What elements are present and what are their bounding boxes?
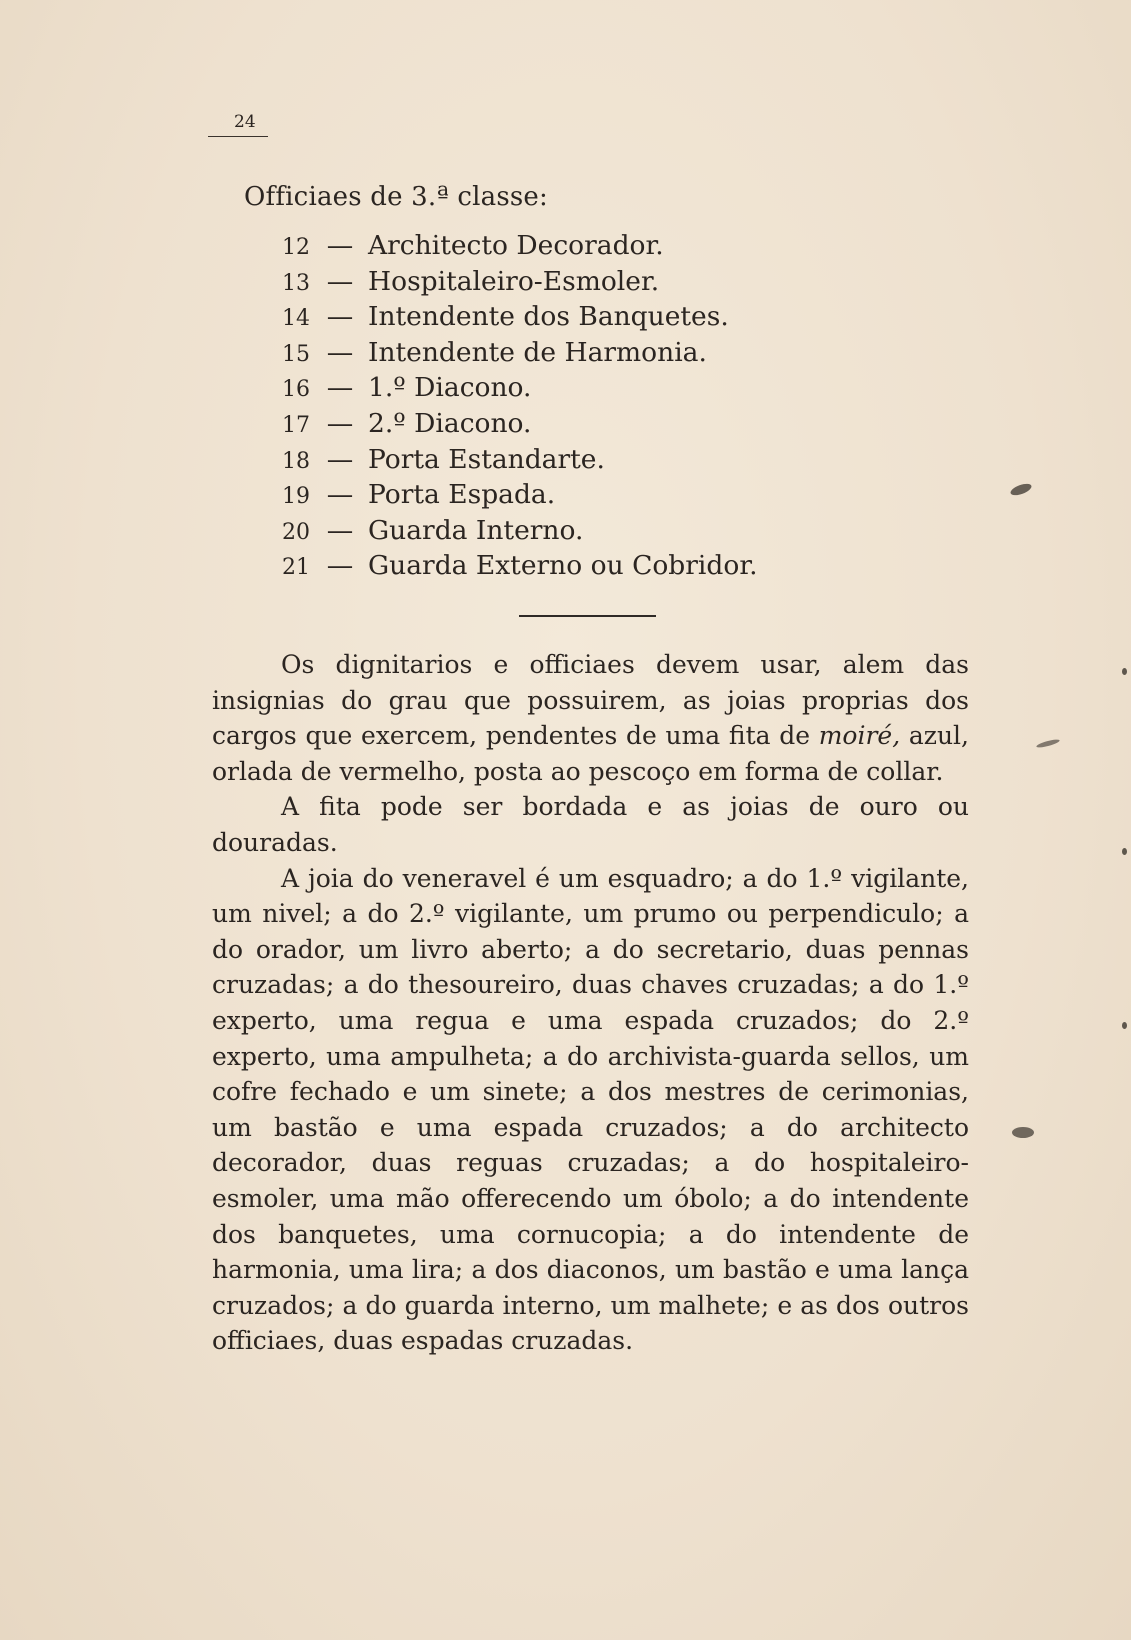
office-title: Hospitaleiro-Esmoler. [368, 265, 660, 297]
ink-speck [1036, 738, 1060, 749]
dash: — [326, 301, 354, 333]
section-divider [519, 615, 656, 617]
paragraph: A fita pode ser bordada e as joias de ouro ou douradas. [212, 792, 969, 857]
office-number: 12 [282, 235, 310, 260]
office-title: Porta Espada. [368, 479, 556, 511]
body-text [212, 647, 969, 1359]
ink-speck [1009, 482, 1033, 498]
office-number: 20 [282, 519, 310, 545]
office-number: 17 [282, 412, 310, 438]
dash: — [326, 336, 354, 368]
paragraph: A joia do veneravel é um esquadro; a do 1.º vigilante, um nivel; a do 2.º vigilante, um prumo ou perpendiculo; a do orador, um livro aberto; a do secretario, duas pennas cruzadas; a do thesoureiro, duas chaves cruzadas; a do 1.º experto, uma regua e uma espada cruzados; do 2.º experto, uma ampulheta; a do archivista-guarda sellos, um cofre fechado e um sinete; a dos mestres de cerimonias, um bastão e uma espada cruzados; a do architecto decorador, duas reguas cruzadas; a do hospitaleiro-esmoler, uma mão offerecendo um óbolo; a do intendente dos banquetes, uma cornucopia; a do intendente de harmonia, uma lira; a dos diaconos, um bastão e uma lança cruzados; a do guarda interno, um malhete; e as dos outros officiaes, duas espadas cruzadas. [212, 863, 969, 1356]
office-number: 15 [282, 341, 310, 367]
list-item [282, 477, 758, 513]
office-title: Guarda Externo ou Cobridor. [368, 550, 758, 582]
list-item [282, 442, 758, 478]
list-item [282, 228, 758, 264]
dash: — [326, 479, 354, 511]
paragraph-text: Os dignitarios e officiaes devem usar, alem das insignias do grau que possuirem, as joias proprias dos cargos que exercem, pendentes de uma fita de [212, 650, 969, 751]
list-item [282, 299, 758, 335]
office-title: Guarda Interno. [368, 514, 584, 546]
ink-speck [1122, 848, 1127, 855]
ink-speck [1012, 1127, 1034, 1138]
list-item [282, 335, 758, 371]
list-item [282, 264, 758, 300]
ink-speck [1122, 668, 1127, 675]
office-number: 19 [282, 484, 310, 510]
paragraph-text: azul, orlada de vermelho, posta ao pescoço em forma de collar. [212, 721, 969, 786]
list-item [282, 513, 758, 549]
list-item [282, 370, 758, 406]
dash: — [326, 372, 354, 404]
list-item [282, 406, 758, 442]
dash: — [326, 443, 354, 475]
office-title: 2.º Diacono. [368, 407, 532, 439]
list-item [282, 548, 758, 584]
section-heading: Officiaes de 3.ª classe: [244, 182, 548, 212]
italic-term: moiré, [818, 721, 901, 751]
office-title: 1.º Diacono. [368, 372, 532, 404]
office-number: 14 [282, 306, 310, 332]
office-number: 13 [282, 270, 310, 296]
dash: — [326, 230, 354, 261]
office-number: 16 [282, 377, 310, 403]
dash: — [326, 265, 354, 297]
paragraph [212, 647, 969, 789]
office-number: 18 [282, 448, 310, 474]
dash: — [326, 514, 354, 546]
office-number: 21 [282, 555, 310, 581]
office-title: Architecto Decorador. [368, 230, 664, 261]
ink-speck [1122, 1022, 1127, 1029]
dash: — [326, 550, 354, 582]
dash: — [326, 407, 354, 439]
page-number: 24 [208, 112, 268, 137]
office-title: Intendente dos Banquetes. [368, 301, 729, 333]
office-title: Porta Estandarte. [368, 443, 605, 475]
offices-list [282, 228, 758, 584]
office-title: Intendente de Harmonia. [368, 336, 707, 368]
